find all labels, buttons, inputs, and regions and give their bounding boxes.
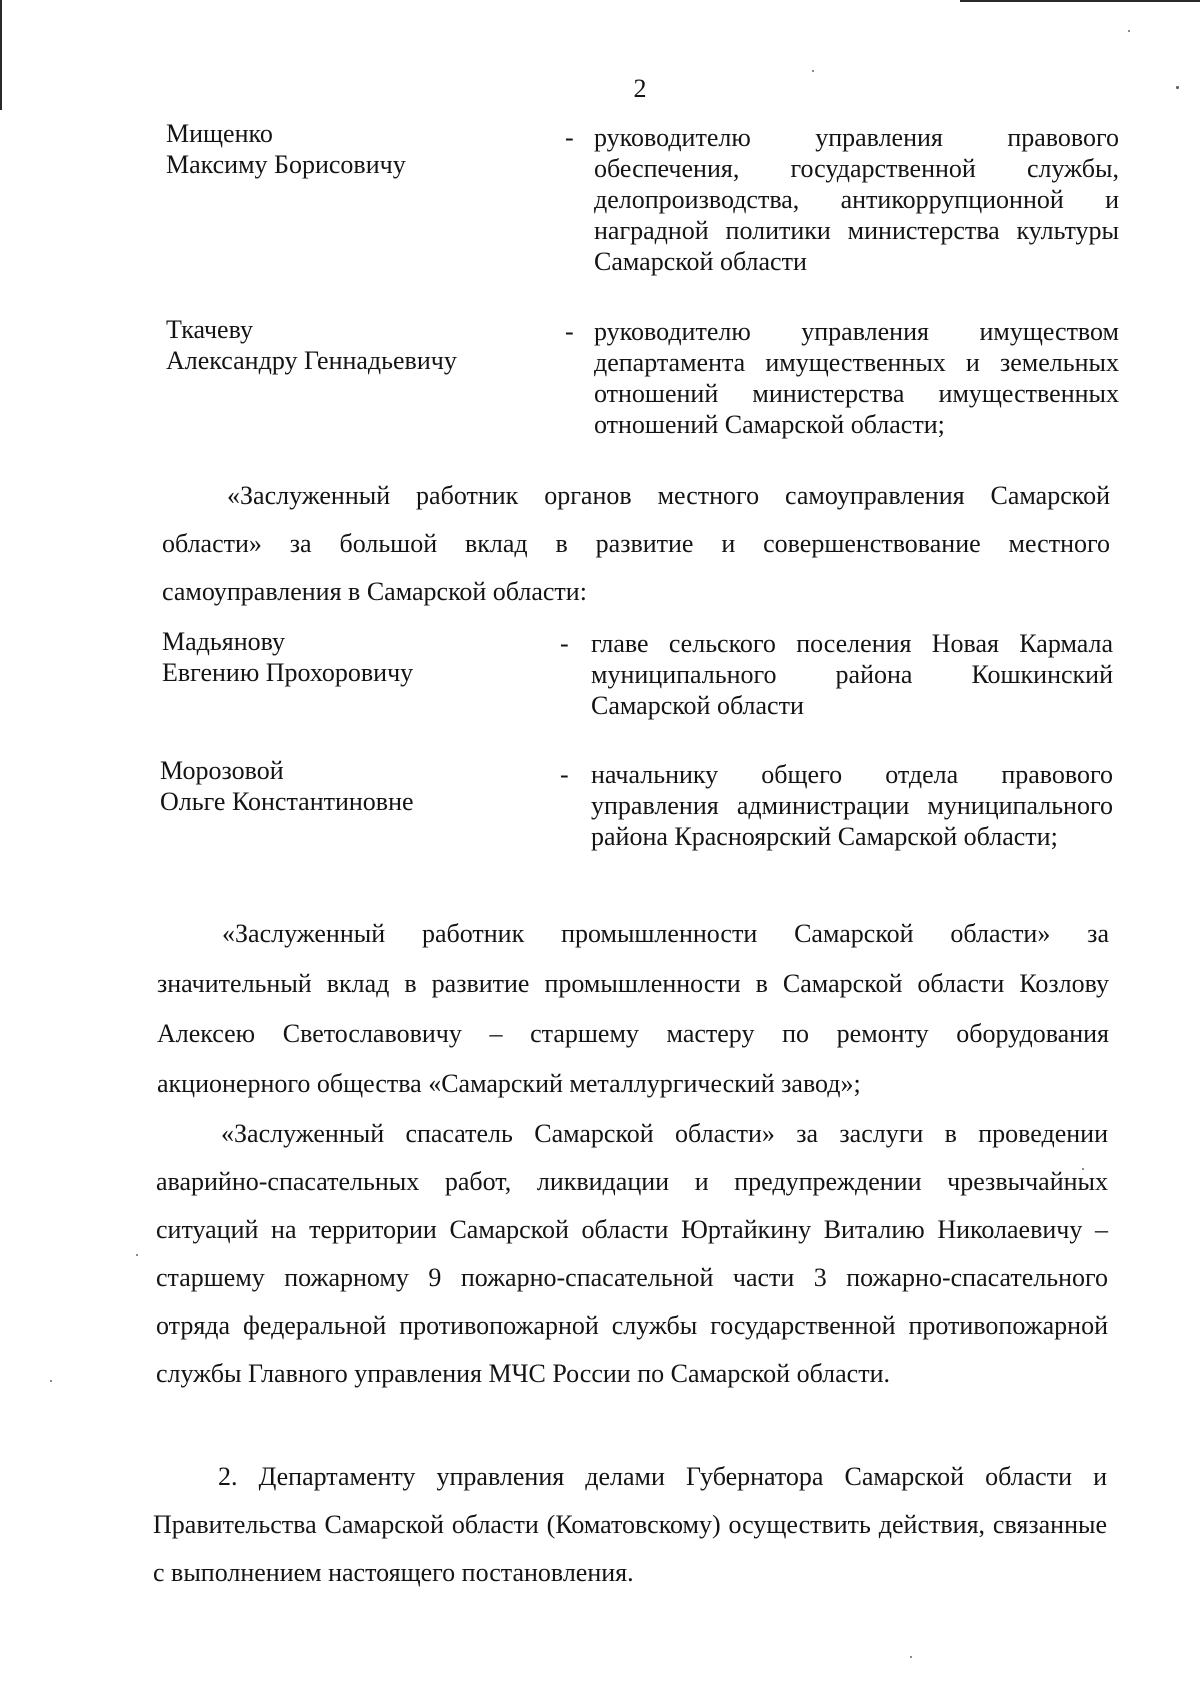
scan-speck: [812, 70, 814, 72]
recipient-name: [166, 314, 546, 376]
recipient-given-names: Ольге Константиновне: [160, 787, 414, 816]
recipient-name: [160, 755, 540, 817]
recipient-given-names: Александру Геннадьевичу: [166, 346, 457, 375]
recipient-given-names: Максиму Борисовичу: [166, 150, 406, 179]
entry-dash: -: [560, 760, 569, 789]
recipient-surname: Мищенко: [166, 119, 273, 148]
recipient-name: [166, 118, 546, 180]
page-number: 2: [633, 74, 647, 103]
recipient-position: начальнику общего отдела правового управления администрации муниципального района Красноярский Самарской области;: [591, 760, 1113, 851]
scan-speck: [136, 1254, 138, 1256]
recipient-surname: Ткачеву: [166, 315, 253, 344]
recipient-given-names: Евгению Прохоровичу: [162, 658, 414, 687]
award-paragraph-municipal: «Заслуженный работник органов местного самоуправления Самарской области» за большой вклад в развитие и совершенствование местного самоуправления в Самарской области:: [162, 481, 1110, 606]
scan-speck: [910, 1656, 912, 1658]
scan-edge-top: [960, 0, 1200, 2]
scan-speck: [1128, 30, 1130, 32]
award-paragraph-rescuer: «Заслуженный спасатель Самарской области» за заслуги в проведении аварийно-спасательных работ, ликвидации и предупреждении чрезвычайных ситуаций на территории Самарской области Юртайкину Виталию Николаевичу – старшему пожарному 9 пожарно-спасательной части 3 пожарно-спасательного отряда федеральной противопожарной службы государственной противопожарной службы Главного управления МЧС России по Самарской области.: [156, 1119, 1108, 1388]
entry-dash: -: [565, 317, 574, 346]
recipient-surname: Мадьянову: [162, 627, 286, 656]
entry-dash: -: [560, 629, 569, 658]
recipient-position: руководителю управления правового обеспечения, государственной службы, делопроизводства, антикоррупционной и наградной политики министерства культуры Самарской области: [594, 123, 1119, 276]
entry-dash: -: [565, 123, 574, 152]
recipient-position: руководителю управления имуществом департамента имущественных и земельных отношений министерства имущественных отношений Самарской области;: [594, 317, 1119, 439]
scan-speck: [50, 1380, 52, 1382]
award-paragraph-industry: «Заслуженный работник промышленности Самарской области» за значительный вклад в развитие промышленности в Самарской области Козлову Алексею Светославовичу – старшему мастеру по ремонту оборудования акционерного общества «Самарский металлургический завод»;: [157, 919, 1109, 1098]
resolution-item-2: 2. Департаменту управления делами Губернатора Самарской области и Правительства Самарской области (Коматовскому) осуществить действия, связанные с выполнением настоящего постановления.: [153, 1462, 1107, 1587]
recipient-surname: Морозовой: [160, 756, 284, 785]
recipient-position: главе сельского поселения Новая Кармала муниципального района Кошкинский Самарской области: [591, 629, 1113, 720]
recipient-name: [162, 626, 542, 688]
